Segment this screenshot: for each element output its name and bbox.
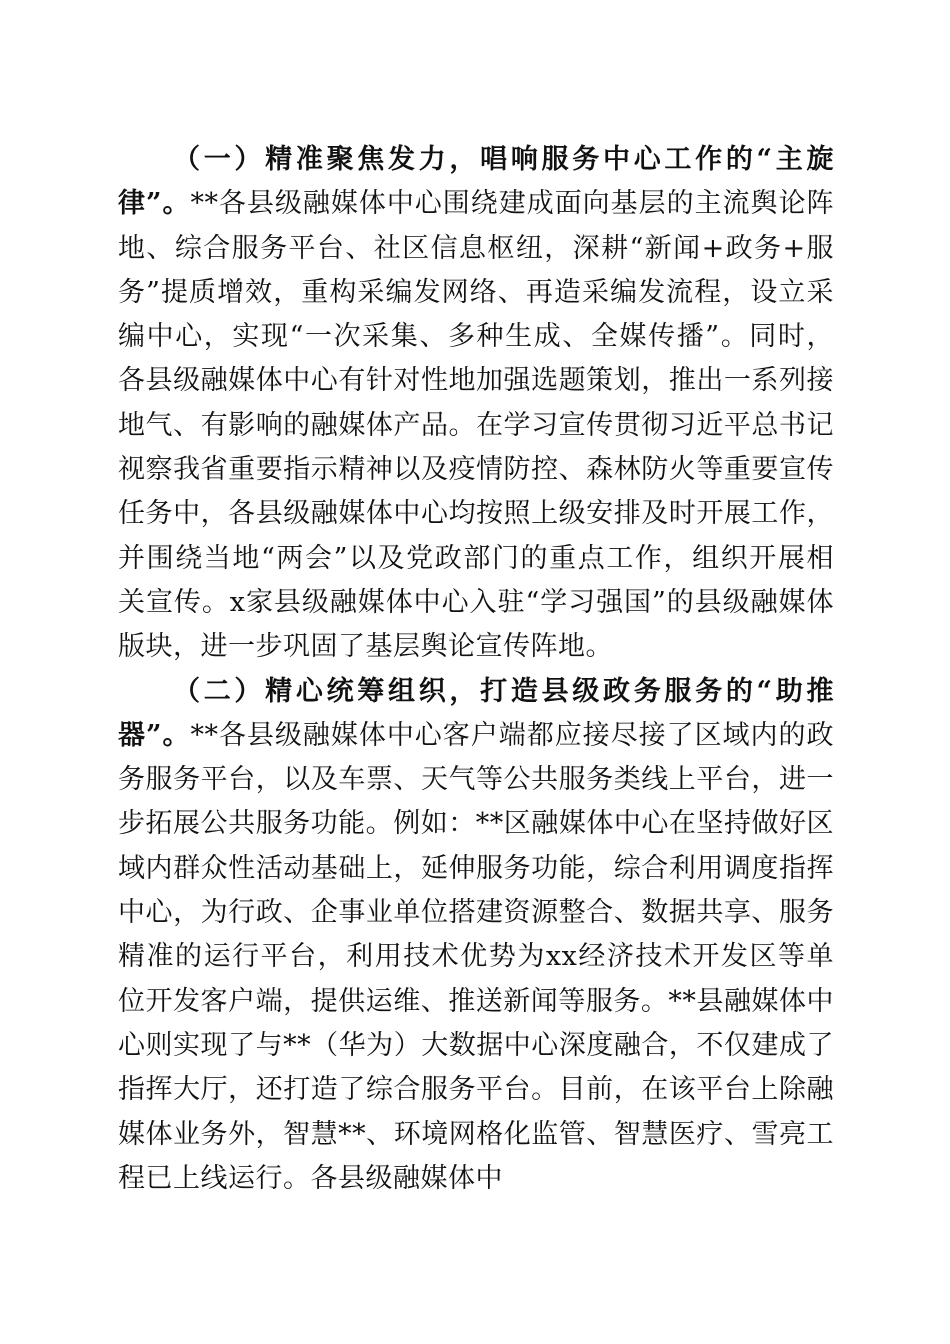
section-2-body: **各县级融媒体中心客户端都应接尽接了区域内的政务服务平台，以及车票、天气等公共服务类线上平台，进一步拓展公共服务功能。例如：**区融媒体中心在坚持做好区域内群众性活动基础上，延伸服务功能，综合利用调度指挥中心，为行政、企事业单位搭建资源整合、数据共享、服务精准的运行平台，利用技术优势为xx经济技术开发区等单位开发客户端，提供运维、推送新闻等服务。**县融媒体中心则实现了与**（华为）大数据中心深度融合，不仅建成了指挥大厅，还打造了综合服务平台。目前，在该平台上除融媒体业务外，智慧**、环境网格化监管、智慧医疗、雪亮工程已上线运行。各县级融媒体中 bbox=[118, 719, 835, 1194]
section-2-heading: （二）精心统筹组织，打造县级政务服务的“助推器”。 bbox=[118, 675, 834, 751]
section-1-body: **各县级融媒体中心围绕建成面向基层的主流舆论阵地、综合服务平台、社区信息枢纽，深耕“新闻+政务+服务”提质增效，重构采编发网络、再造采编发流程，设立采编中心，实现“一次采集、多种生成、全媒传播”。同时，各县级融媒体中心有针对性地加强选题策划，推出一系列接地气、有影响的融媒体产品。在学习宣传贯彻习近平总书记视察我省重要指示精神以及疫情防控、森林防火等重要宣传任务中，各县级融媒体中心均按照上级安排及时开展工作，并围绕当地“两会”以及党政部门的重点工作，组织开展相关宣传。x家县级融媒体中心入驻“学习强国”的县级融媒体版块，进一步巩固了基层舆论宣传阵地。 bbox=[118, 188, 835, 663]
document-body bbox=[118, 138, 834, 1201]
section-1-heading: （一）精准聚焦发力，唱响服务中心工作的“主旋律”。 bbox=[118, 144, 834, 220]
section-2-paragraph bbox=[118, 670, 834, 1202]
section-1-paragraph bbox=[118, 138, 834, 670]
